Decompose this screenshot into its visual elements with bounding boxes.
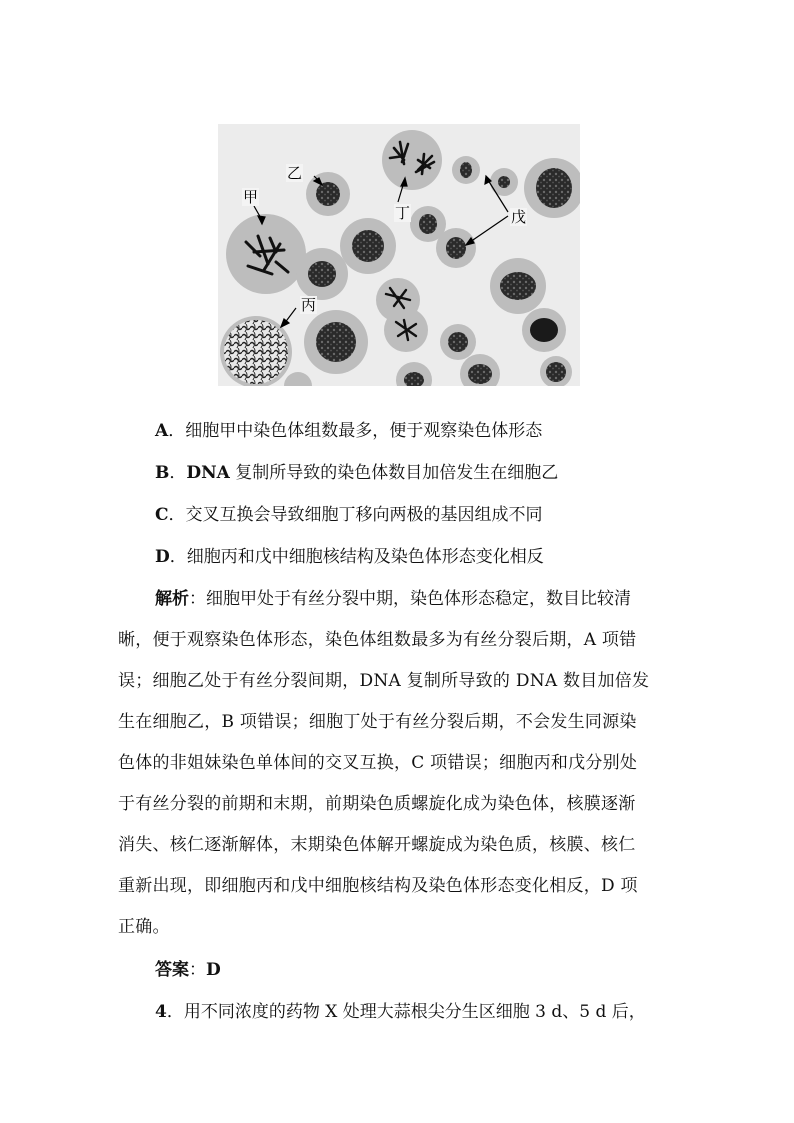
analysis-line-9: 正确。 (118, 917, 170, 937)
label-wu: 戊 (511, 208, 527, 226)
option-d-letter: D (155, 547, 170, 567)
label-ding: 丁 (395, 204, 411, 222)
option-c-text: ．交叉互换会导致细胞丁移向两极的基因组成不同 (168, 505, 543, 525)
micrograph-cells (218, 124, 580, 386)
cell-division-micrograph (218, 124, 580, 386)
option-a-text: ．细胞甲中染色体组数最多，便于观察染色体形态 (168, 421, 543, 441)
question-4-text: ．用不同浓度的药物 X 处理大蒜根尖分生区细胞 3 d、5 d 后， (166, 1002, 646, 1022)
option-c-letter: C (155, 505, 169, 525)
label-yi: 乙 (287, 164, 303, 182)
answer-label: 答案 (155, 960, 189, 980)
question-4 (155, 1001, 646, 1023)
analysis-line-3: 误；细胞乙处于有丝分裂间期，DNA 复制所导致的 DNA 数目加倍发 (118, 671, 650, 691)
option-b-text-2: 复制所导致的染色体数目加倍发生在细胞乙 (229, 463, 559, 483)
label-bing: 丙 (301, 296, 317, 314)
option-b-letter: B (155, 463, 170, 483)
analysis-line-4: 生在细胞乙，B 项错误；细胞丁处于有丝分裂后期，不会发生同源染 (118, 712, 637, 732)
analysis-line-6: 于有丝分裂的前期和末期，前期染色质螺旋化成为染色体，核膜逐渐 (118, 794, 636, 814)
analysis-line-1 (155, 588, 631, 610)
analysis-label: 解析 (155, 589, 189, 609)
option-d-text: ．细胞丙和戊中细胞核结构及染色体形态变化相反 (169, 547, 544, 567)
analysis-line-8: 重新出现，即细胞丙和戊中细胞核结构及染色体形态变化相反，D 项 (118, 876, 638, 896)
analysis-line-2: 晰，便于观察染色体形态，染色体组数最多为有丝分裂后期，A 项错 (118, 630, 637, 650)
option-d (155, 546, 544, 568)
answer-value: D (206, 960, 221, 980)
option-b-dna: DNA (186, 463, 230, 483)
answer-sep: ： (189, 960, 206, 980)
option-c (155, 504, 543, 526)
option-a-letter: A (155, 421, 169, 441)
option-b (155, 462, 558, 484)
analysis-line-7: 消失、核仁逐渐解体，末期染色体解开螺旋成为染色质，核膜、核仁 (118, 835, 636, 855)
analysis-line-5: 色体的非姐妹染色单体间的交叉互换，C 项错误；细胞丙和戊分别处 (118, 753, 638, 773)
option-a (155, 420, 542, 442)
answer-line (155, 959, 221, 981)
option-b-text-1: ． (169, 463, 187, 483)
analysis-text-1: ：细胞甲处于有丝分裂中期，染色体形态稳定，数目比较清 (189, 589, 631, 609)
question-4-number: 4 (155, 1002, 167, 1022)
label-jia: 甲 (243, 188, 259, 206)
